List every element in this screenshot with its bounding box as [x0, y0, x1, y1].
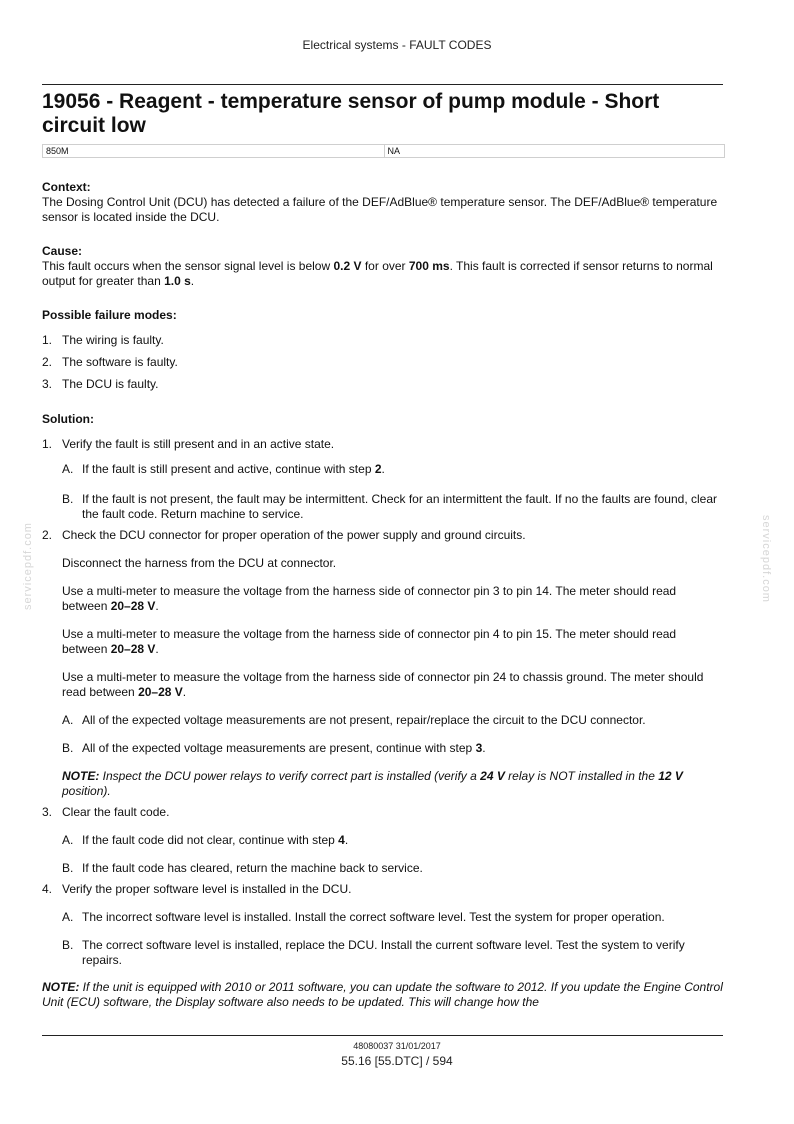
- watermark-right: servicepdf.com: [760, 515, 772, 603]
- voltage-range: 20–28 V: [110, 642, 156, 656]
- running-header: Electrical systems - FAULT CODES: [302, 38, 492, 52]
- sub-letter: B.: [62, 861, 74, 875]
- model-cell: 850M: [46, 146, 69, 156]
- failure-modes-section: [42, 308, 723, 392]
- sub-text: If the fault code has cleared, return the machine back to service.: [82, 861, 423, 875]
- list-item: [42, 333, 723, 348]
- cause-label: Cause:: [42, 244, 83, 258]
- sub-letter: A.: [62, 833, 74, 847]
- paragraph-end: .: [182, 685, 187, 699]
- step-paragraph: [62, 584, 723, 614]
- sub-text-part: If the fault code did not clear, continue with step: [82, 833, 339, 847]
- cause-text-1: This fault occurs when the sensor signal level is below: [42, 259, 334, 273]
- sub-letter: B.: [62, 938, 74, 952]
- note-bold: 24 V: [480, 769, 505, 783]
- list-text: The wiring is faulty.: [62, 333, 164, 347]
- sub-item: [62, 938, 723, 968]
- step-number: 2.: [42, 528, 53, 542]
- paragraph-end: .: [155, 642, 159, 656]
- step-paragraph: Disconnect the harness from the DCU at connector.: [62, 556, 337, 570]
- note-text: If the unit is equipped with 2010 or 2011 software, you can update the software to 2012. If you update the Engine Control Unit (ECU) software, the Display software also needs to be updated. This will change how the: [42, 980, 723, 1009]
- sub-item: [62, 462, 723, 477]
- sub-item: [62, 833, 723, 848]
- footer-doc-number: 48080037 31/01/2017: [353, 1041, 441, 1051]
- sub-text: All of the expected voltage measurements are not present, repair/replace the circuit to the DCU connector.: [82, 713, 646, 727]
- solution-section: [42, 412, 723, 1010]
- cause-section: [42, 244, 723, 289]
- list-number: 1.: [42, 333, 53, 347]
- sub-letter: B.: [62, 492, 74, 506]
- cause-text-2: for over: [361, 259, 409, 273]
- step-text: Check the DCU connector for proper operation of the power supply and ground circuits.: [62, 528, 526, 542]
- solution-step-1: [42, 437, 723, 522]
- voltage-range: 20–28 V: [110, 599, 156, 613]
- sub-letter: A.: [62, 910, 74, 924]
- cause-bold-2: 700 ms: [408, 259, 450, 273]
- step-text: Verify the proper software level is installed in the DCU.: [62, 882, 352, 896]
- sub-text-part: All of the expected voltage measurements are present, continue with step: [82, 741, 476, 755]
- sub-letter: A.: [62, 713, 74, 727]
- sub-text-end: .: [344, 833, 349, 847]
- paragraph-text: Use a multi-meter to measure the voltage from the harness side of connector pin 24 to chassis ground. The meter should read between: [62, 670, 704, 699]
- note-text: Inspect the DCU power relays to verify correct part is installed (verify a: [99, 769, 481, 783]
- voltage-range: 20–28 V: [138, 685, 183, 699]
- sub-letter: B.: [62, 741, 74, 755]
- sub-text: [82, 462, 723, 477]
- sub-text: [82, 741, 723, 756]
- solution-label: Solution:: [42, 412, 94, 426]
- model-table: [42, 144, 725, 158]
- sub-text: The correct software level is installed, replace the DCU. Install the current software level. Test the system to verify repairs.: [82, 938, 685, 967]
- context-section: [42, 180, 723, 225]
- step-ref: 4: [338, 833, 345, 847]
- list-text: The DCU is faulty.: [62, 377, 159, 391]
- sub-item: [62, 713, 723, 728]
- list-text: The software is faulty.: [62, 355, 178, 369]
- step-number: 3.: [42, 805, 53, 819]
- note: [42, 980, 723, 1010]
- footer-rule: [42, 1035, 723, 1036]
- note-text: relay is NOT installed in the: [504, 769, 659, 783]
- header-rule: [42, 84, 723, 85]
- sub-text: If the fault is not present, the fault may be intermittent. Check for an intermittent the fault. If no the faults are found, clear the fault code. Return machine to service.: [82, 492, 718, 521]
- watermark-left: servicepdf.com: [22, 522, 34, 610]
- list-item: [42, 377, 723, 392]
- sub-item: [62, 741, 723, 756]
- step-number: 1.: [42, 437, 53, 451]
- list-number: 2.: [42, 355, 53, 369]
- note-label: NOTE:: [62, 769, 100, 783]
- step-number: 4.: [42, 882, 53, 896]
- list-number: 3.: [42, 377, 53, 391]
- sub-text: [82, 833, 723, 848]
- paragraph-end: .: [155, 599, 159, 613]
- step-ref: 3: [475, 741, 483, 755]
- sub-item: [62, 910, 723, 925]
- solution-step-3: [42, 805, 723, 876]
- step-text: Verify the fault is still present and in an active state.: [62, 437, 335, 451]
- sub-item: [62, 861, 723, 876]
- sub-text-end: .: [381, 462, 385, 476]
- step-text: Clear the fault code.: [62, 805, 170, 819]
- note-bold: 12 V: [658, 769, 683, 783]
- cause-text-3: . This fault is corrected if sensor returns to normal output for greater than: [42, 259, 713, 288]
- note: [62, 769, 723, 799]
- paragraph-text: Use a multi-meter to measure the voltage from the harness side of connector pin 4 to pin 15. The meter should read between: [62, 627, 677, 656]
- content: [42, 180, 723, 1010]
- context-label: Context:: [42, 180, 91, 194]
- paragraph-text: Use a multi-meter to measure the voltage from the harness side of connector pin 3 to pin 14. The meter should read between: [62, 584, 677, 613]
- sub-text-end: .: [482, 741, 486, 755]
- footer-page-number: 55.16 [55.DTC] / 594: [341, 1054, 453, 1068]
- solution-step-2: [42, 528, 723, 799]
- solution-step-4: [42, 882, 723, 968]
- sub-text-part: If the fault is still present and active, continue with step: [82, 462, 375, 476]
- sub-item: [62, 492, 723, 522]
- note-label: NOTE:: [42, 980, 80, 994]
- cause-bold-3: 1.0 s: [164, 274, 191, 288]
- cause-bold-1: 0.2 V: [333, 259, 362, 273]
- context-text: The Dosing Control Unit (DCU) has detected a failure of the DEF/AdBlue® temperature sensor. The DEF/AdBlue® temperature sensor is located inside the DCU.: [42, 195, 718, 224]
- step-ref: 2: [374, 462, 382, 476]
- cause-text: [42, 259, 723, 289]
- note-text: position).: [62, 784, 111, 798]
- step-paragraph: [62, 627, 723, 657]
- model-value-cell: NA: [384, 145, 725, 157]
- step-paragraph: [62, 670, 723, 700]
- page-title: 19056 - Reagent - temperature sensor of pump module - Short circuit low: [42, 90, 660, 137]
- sub-letter: A.: [62, 462, 74, 476]
- cause-text-4: .: [190, 274, 195, 288]
- sub-text: The incorrect software level is installed. Install the correct software level. Test the system for proper operation.: [82, 910, 665, 924]
- list-item: [42, 355, 723, 370]
- failure-modes-label: Possible failure modes:: [42, 308, 177, 322]
